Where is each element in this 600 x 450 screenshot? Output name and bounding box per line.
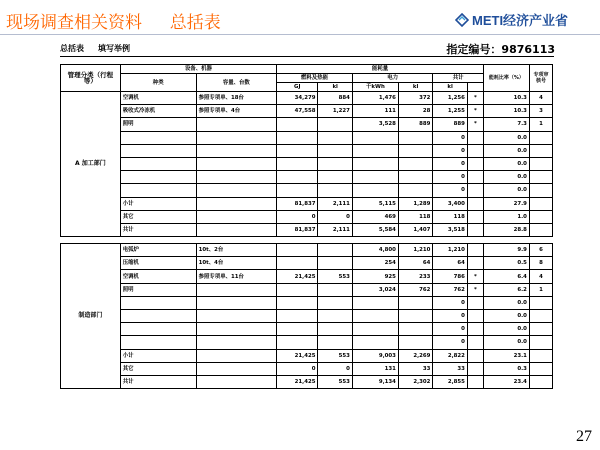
table-row [61, 244, 553, 257]
cell-ratio: 0.3 [483, 362, 529, 375]
cell-prio [529, 349, 552, 362]
section-gap [61, 237, 553, 244]
cell-ratio: 0.5 [483, 257, 529, 270]
cell-gj [277, 323, 318, 336]
cell-tkl: 0 [433, 184, 467, 197]
energy-header: 能耗量 [277, 65, 484, 74]
cell-prio: 4 [529, 270, 552, 283]
kind-header: 种类 [120, 74, 196, 92]
cell-mwh [352, 310, 398, 323]
cell-cap [196, 323, 276, 336]
cell-cap [196, 362, 276, 375]
table-row [61, 171, 553, 184]
electric-mwh-unit: 千kWh [352, 83, 398, 92]
cell-gj: 21,425 [277, 375, 318, 388]
cell-prio [529, 171, 552, 184]
fuel-kl-unit: kl [318, 83, 352, 92]
cell-mwh [352, 157, 398, 170]
cell-kind: 其它 [120, 362, 196, 375]
cell-fkl [318, 157, 352, 170]
cell-cap [196, 349, 276, 362]
cell-prio: 6 [529, 244, 552, 257]
cell-ratio: 7.3 [483, 118, 529, 131]
cell-tkl: 3,518 [433, 223, 467, 236]
cell-mwh: 111 [352, 105, 398, 118]
cell-ekl [398, 323, 432, 336]
cell-tkl: 0 [433, 310, 467, 323]
cell-mark [467, 323, 483, 336]
cell-fkl: 0 [318, 362, 352, 375]
cell-mwh: 469 [352, 210, 398, 223]
electric-kl-unit: kl [398, 83, 432, 92]
cell-ratio: 0.0 [483, 310, 529, 323]
cell-kind: 吸收式冷冻机 [120, 105, 196, 118]
cell-ratio: 0.0 [483, 171, 529, 184]
cell-gj [277, 118, 318, 131]
table-row [61, 131, 553, 144]
cell-kind [120, 131, 196, 144]
cell-cap [196, 296, 276, 309]
cell-mark [467, 171, 483, 184]
table-row [61, 283, 553, 296]
cell-cap [196, 171, 276, 184]
cell-gj [277, 296, 318, 309]
cell-mark [467, 184, 483, 197]
logo-text: METI经济产业省 [472, 13, 569, 28]
cell-tkl: 64 [433, 257, 467, 270]
cell-ratio: 10.3 [483, 105, 529, 118]
cell-prio: 4 [529, 92, 552, 105]
cell-fkl [318, 296, 352, 309]
cell-ratio: 0.0 [483, 296, 529, 309]
cell-cap: 参照专项单、11台 [196, 270, 276, 283]
cell-fkl: 553 [318, 349, 352, 362]
cell-ekl [398, 336, 432, 349]
cell-mwh: 5,115 [352, 197, 398, 210]
cell-ratio: 1.0 [483, 210, 529, 223]
cell-ekl: 372 [398, 92, 432, 105]
cell-mark [467, 223, 483, 236]
cell-kind [120, 296, 196, 309]
cell-mark: * [467, 270, 483, 283]
summary-label: 总括表 [60, 44, 84, 53]
cell-ratio: 0.0 [483, 157, 529, 170]
cell-gj [277, 184, 318, 197]
cell-mark [467, 131, 483, 144]
table-row [61, 157, 553, 170]
cell-fkl [318, 171, 352, 184]
table-row [61, 336, 553, 349]
cell-mwh [352, 323, 398, 336]
meti-logo [455, 10, 568, 29]
example-label: 填写举例 [98, 44, 130, 53]
cell-mark [467, 144, 483, 157]
cell-kind: 电弧炉 [120, 244, 196, 257]
cell-prio [529, 210, 552, 223]
cell-kind [120, 171, 196, 184]
cell-cap [196, 336, 276, 349]
cell-prio [529, 157, 552, 170]
summary-table [60, 64, 553, 389]
cell-mark: * [467, 92, 483, 105]
cell-tkl: 0 [433, 336, 467, 349]
table-row [61, 270, 553, 283]
meti-logo-icon [455, 13, 469, 27]
cell-ratio: 10.3 [483, 92, 529, 105]
cell-prio [529, 336, 552, 349]
cell-gj: 21,425 [277, 270, 318, 283]
cell-kind [120, 323, 196, 336]
cell-cap [196, 197, 276, 210]
cell-ekl [398, 171, 432, 184]
cell-kind: 其它 [120, 210, 196, 223]
cell-mwh: 1,476 [352, 92, 398, 105]
cell-cap: 10t、2台 [196, 244, 276, 257]
cell-kind: 共计 [120, 223, 196, 236]
table-row [61, 184, 553, 197]
mark-unit [467, 83, 483, 92]
cell-cap [196, 144, 276, 157]
cell-fkl [318, 283, 352, 296]
cell-cap [196, 157, 276, 170]
cell-cap: 10t、4台 [196, 257, 276, 270]
cell-ratio: 6.4 [483, 270, 529, 283]
sheet-header-divider [60, 56, 554, 57]
cell-tkl: 1,210 [433, 244, 467, 257]
cell-fkl [318, 118, 352, 131]
cell-gj: 34,279 [277, 92, 318, 105]
table-row [61, 105, 553, 118]
page-number: 27 [576, 428, 592, 445]
cell-ekl [398, 157, 432, 170]
table-row [61, 92, 553, 105]
cell-prio [529, 144, 552, 157]
cell-ekl: 33 [398, 362, 432, 375]
cell-ekl [398, 310, 432, 323]
priority-header: 专项审核号 [529, 65, 552, 92]
cell-cap [196, 118, 276, 131]
cell-mwh: 925 [352, 270, 398, 283]
cell-mark [467, 336, 483, 349]
cell-kind: 共计 [120, 375, 196, 388]
cell-gj [277, 283, 318, 296]
cell-mark [467, 375, 483, 388]
table-row [61, 197, 553, 210]
cell-gj [277, 310, 318, 323]
cell-gj [277, 131, 318, 144]
cell-gj: 0 [277, 362, 318, 375]
cell-tkl: 1,256 [433, 92, 467, 105]
cell-tkl: 3,400 [433, 197, 467, 210]
cell-ratio: 0.0 [483, 336, 529, 349]
cell-mwh [352, 171, 398, 184]
designation-code: 指定编号：9876113 [446, 43, 555, 56]
cell-ratio: 0.0 [483, 323, 529, 336]
cell-ratio: 6.2 [483, 283, 529, 296]
cell-tkl: 0 [433, 296, 467, 309]
cell-fkl [318, 323, 352, 336]
cell-kind: 空调机 [120, 270, 196, 283]
cell-kind: 小计 [120, 197, 196, 210]
cell-fkl: 0 [318, 210, 352, 223]
cell-tkl: 786 [433, 270, 467, 283]
cell-kind [120, 310, 196, 323]
table-row [61, 362, 553, 375]
cell-gj [277, 244, 318, 257]
cell-mark [467, 210, 483, 223]
cell-prio [529, 131, 552, 144]
cell-mark [467, 349, 483, 362]
cell-ratio: 0.0 [483, 184, 529, 197]
fuel-gj-unit: GJ [277, 83, 318, 92]
cell-cap [196, 210, 276, 223]
cell-mwh [352, 184, 398, 197]
cell-ekl: 64 [398, 257, 432, 270]
cell-prio [529, 310, 552, 323]
cell-fkl: 553 [318, 375, 352, 388]
cell-gj [277, 157, 318, 170]
table-row [61, 310, 553, 323]
cell-fkl: 1,227 [318, 105, 352, 118]
cell-mwh: 3,024 [352, 283, 398, 296]
cell-cap: 参照专项单、4台 [196, 105, 276, 118]
cell-ekl: 1,289 [398, 197, 432, 210]
cell-tkl: 2,855 [433, 375, 467, 388]
table-row [61, 223, 553, 236]
table-row [61, 144, 553, 157]
section-name: 制造部门 [61, 244, 121, 389]
cell-prio [529, 362, 552, 375]
cell-cap [196, 131, 276, 144]
cell-cap [196, 310, 276, 323]
cell-prio [529, 323, 552, 336]
cell-prio: 1 [529, 118, 552, 131]
cell-mark [467, 296, 483, 309]
cell-ekl [398, 296, 432, 309]
cell-mwh: 9,003 [352, 349, 398, 362]
cell-mark [467, 257, 483, 270]
cell-fkl: 553 [318, 270, 352, 283]
cell-gj [277, 336, 318, 349]
capacity-header: 容量、台数 [196, 74, 276, 92]
cell-fkl [318, 336, 352, 349]
cell-prio [529, 184, 552, 197]
cell-ratio: 0.0 [483, 131, 529, 144]
cell-ekl: 28 [398, 105, 432, 118]
cell-mark [467, 310, 483, 323]
cell-ekl: 118 [398, 210, 432, 223]
cell-fkl: 884 [318, 92, 352, 105]
cell-fkl [318, 144, 352, 157]
table-row [61, 323, 553, 336]
total-header: 共计 [433, 74, 484, 83]
cell-mark: * [467, 118, 483, 131]
cell-cap [196, 223, 276, 236]
cell-ekl [398, 144, 432, 157]
cell-cap [196, 283, 276, 296]
cell-mwh: 5,584 [352, 223, 398, 236]
cell-tkl: 33 [433, 362, 467, 375]
cell-fkl [318, 310, 352, 323]
cell-mwh: 3,528 [352, 118, 398, 131]
cell-kind [120, 144, 196, 157]
cell-mark [467, 157, 483, 170]
cell-gj [277, 257, 318, 270]
table-row [61, 118, 553, 131]
cell-tkl: 0 [433, 323, 467, 336]
cell-ratio: 23.1 [483, 349, 529, 362]
cell-prio: 8 [529, 257, 552, 270]
total-kl-unit: kl [433, 83, 467, 92]
category-header: 管理分类（行程等） [61, 65, 121, 92]
cell-ekl: 762 [398, 283, 432, 296]
cell-cap [196, 375, 276, 388]
table-row [61, 375, 553, 388]
table-row [61, 210, 553, 223]
cell-tkl: 1,255 [433, 105, 467, 118]
cell-mwh [352, 131, 398, 144]
cell-ekl: 1,407 [398, 223, 432, 236]
cell-ratio: 28.8 [483, 223, 529, 236]
cell-gj [277, 144, 318, 157]
cell-kind: 压缩机 [120, 257, 196, 270]
equipment-header: 设备、机器 [120, 65, 276, 74]
ratio-header: 能耗比率（%） [483, 65, 529, 92]
cell-ratio: 23.4 [483, 375, 529, 388]
cell-ekl [398, 184, 432, 197]
cell-mwh: 131 [352, 362, 398, 375]
cell-cap: 参照专项单、18台 [196, 92, 276, 105]
cell-kind [120, 184, 196, 197]
cell-gj: 81,837 [277, 197, 318, 210]
cell-kind: 小计 [120, 349, 196, 362]
cell-ratio: 27.9 [483, 197, 529, 210]
cell-kind [120, 336, 196, 349]
fuel-header: 燃料及热能 [277, 74, 353, 83]
cell-ekl: 1,210 [398, 244, 432, 257]
electric-header: 电力 [352, 74, 432, 83]
cell-prio [529, 223, 552, 236]
cell-fkl [318, 244, 352, 257]
cell-ratio: 9.9 [483, 244, 529, 257]
cell-mwh [352, 336, 398, 349]
cell-mwh [352, 296, 398, 309]
cell-gj: 21,425 [277, 349, 318, 362]
cell-tkl: 762 [433, 283, 467, 296]
cell-fkl [318, 131, 352, 144]
section-name: A 加工部门 [61, 92, 121, 237]
cell-ekl: 2,302 [398, 375, 432, 388]
cell-mark [467, 362, 483, 375]
cell-gj: 0 [277, 210, 318, 223]
cell-prio [529, 296, 552, 309]
table-row [61, 257, 553, 270]
cell-ekl: 889 [398, 118, 432, 131]
cell-ekl: 233 [398, 270, 432, 283]
cell-fkl: 2,111 [318, 223, 352, 236]
cell-ratio: 0.0 [483, 144, 529, 157]
cell-prio: 1 [529, 283, 552, 296]
cell-ekl: 2,269 [398, 349, 432, 362]
cell-mark [467, 244, 483, 257]
cell-mark [467, 197, 483, 210]
cell-cap [196, 184, 276, 197]
cell-mwh: 4,800 [352, 244, 398, 257]
cell-mwh: 9,134 [352, 375, 398, 388]
cell-fkl [318, 257, 352, 270]
cell-kind: 照明 [120, 118, 196, 131]
cell-mwh: 254 [352, 257, 398, 270]
table-row [61, 296, 553, 309]
cell-fkl: 2,111 [318, 197, 352, 210]
slide-title: 现场调查相关资料 总括表 [6, 13, 221, 33]
cell-tkl: 889 [433, 118, 467, 131]
table-row [61, 349, 553, 362]
cell-gj: 47,558 [277, 105, 318, 118]
cell-fkl [318, 184, 352, 197]
cell-mark: * [467, 283, 483, 296]
cell-prio [529, 375, 552, 388]
cell-mwh [352, 144, 398, 157]
cell-gj [277, 171, 318, 184]
cell-kind: 空调机 [120, 92, 196, 105]
header-divider [0, 34, 600, 35]
cell-tkl: 0 [433, 171, 467, 184]
cell-tkl: 0 [433, 144, 467, 157]
cell-tkl: 0 [433, 157, 467, 170]
cell-mark: * [467, 105, 483, 118]
cell-tkl: 2,822 [433, 349, 467, 362]
cell-kind [120, 157, 196, 170]
cell-tkl: 0 [433, 131, 467, 144]
cell-tkl: 118 [433, 210, 467, 223]
cell-kind: 照明 [120, 283, 196, 296]
cell-ekl [398, 131, 432, 144]
cell-gj: 81,837 [277, 223, 318, 236]
cell-prio: 3 [529, 105, 552, 118]
cell-prio [529, 197, 552, 210]
